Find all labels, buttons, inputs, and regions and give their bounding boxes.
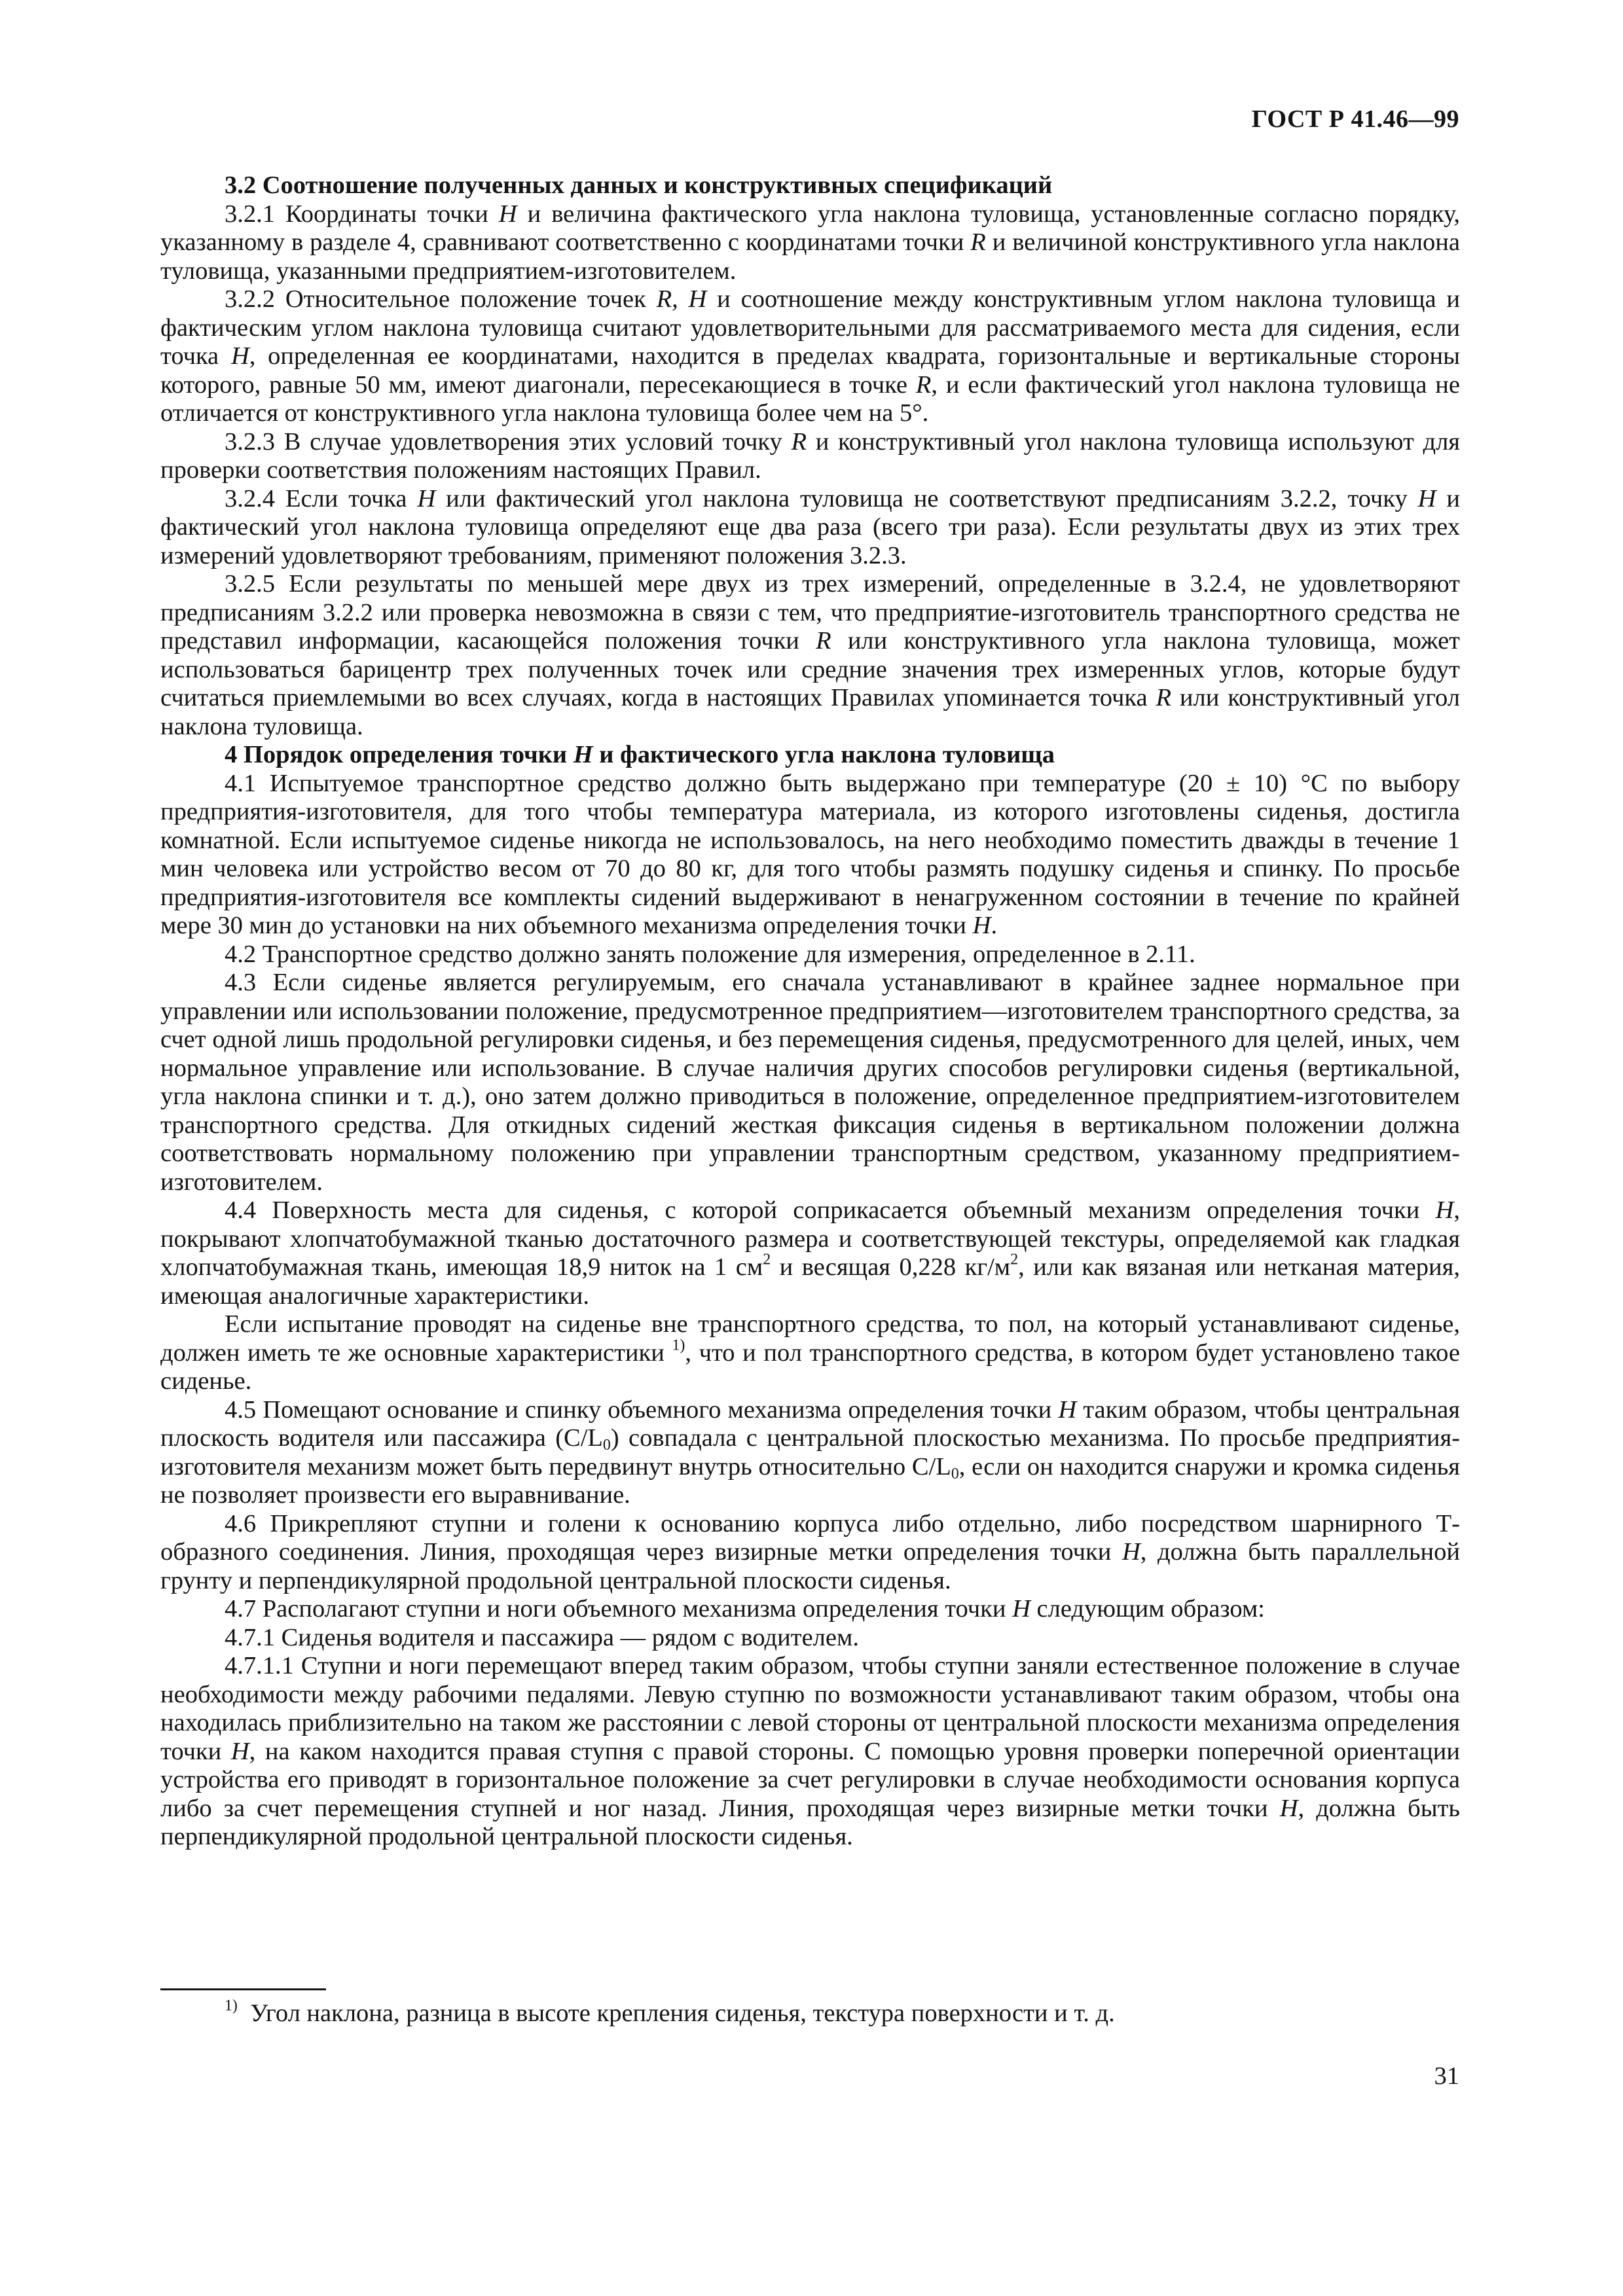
footnote-divider <box>160 1988 326 1990</box>
page-number: 31 <box>1434 2062 1459 2090</box>
footnote-text: Угол наклона, разница в высоте крепления сиденья, текстура поверхности и т. д. <box>250 2000 1115 2027</box>
section-4-heading: 4 Порядок определения точки H и фактического угла наклона туловища <box>225 741 1055 768</box>
paragraph-4-1: 4.1 Испытуемое транспортное средство должно быть выдержано при температуре (20 ± 10) °С по выбору предприятия-изготовителя, для того чтобы температура материала, из которого изготовлены сиденья, достигла комнатной. Если испытуемое сиденье никогда не использовалось, на него необходимо поместить дважды в течение 1 мин человека или устройство весом от 70 до 80 кг, для того чтобы размять подушку сиденья и спинку. По просьбе предприятия-изготовителя все комплекты сидений выдерживают в ненагруженном состоянии в течение по крайней мере 30 мин до установки на них объемного механизма определения точки H. <box>160 769 1460 939</box>
paragraph-4-4: 4.4 Поверхность места для сиденья, с которой соприкасается объемный механизм определения точки H, покрывают хлопчатобумажной тканью достаточного размера и соответствующей текстуры, определяемой как гладкая хлопчатобумажная ткань, имеющая 18,9 ниток на 1 $см^2$ и весящая 0,228 $кг/м^2$, или как вязаная или нетканая материя, имеющая аналогичные характеристики. <box>160 1196 1460 1310</box>
paragraph-4-2: 4.2 Транспортное средство должно занять положение для измерения, определенное в 2.11. <box>225 940 1195 968</box>
paragraph-4-7-1: 4.7.1 Сиденья водителя и пассажира — рядом с водителем. <box>225 1623 859 1651</box>
paragraph-4-4-continued: Если испытание проводят на сиденье вне транспортного средства, то пол, на который устанавливают сиденье, должен иметь те же основные характеристики $^{1)}$, что и пол транспортного средства, в котором будет установлено такое сиденье. <box>160 1310 1460 1395</box>
paragraph-3-2-3: 3.2.3 В случае удовлетворения этих условий точку R и конструктивный угол наклона туловища используют для проверки соответствия положениям настоящих Правил. <box>160 427 1460 484</box>
paragraph-3-2-5: 3.2.5 Если результаты по меньшей мере двух из трех измерений, определенные в 3.2.4, не удовлетворяют предписаниям 3.2.2 или проверка невозможна в связи с тем, что предприятие-изготовитель транспортного средства не представил информации, касающейся положения точки R или конструктивного угла наклона туловища, может использоваться барицентр трех полученных точек или средние значения трех измеренных углов, которые будут считаться приемлемыми во всех случаях, когда в настоящих Правилах упоминается точка R или конструктивный угол наклона туловища. <box>160 570 1460 740</box>
footnote-mark: 1) <box>225 1997 238 2015</box>
section-3-2-heading: 3.2 Соотношение полученных данных и конструктивных спецификаций <box>225 171 1053 199</box>
paragraph-3-2-4: 3.2.4 Если точка H или фактический угол наклона туловища не соответствуют предписаниям 3.2.2, точку H и фактический угол наклона туловища определяют еще два раза (всего три раза). Если результаты двух из этих трех измерений удовлетворяют требованиям, применяют положения 3.2.3. <box>160 484 1460 569</box>
paragraph-4-7-1-1: 4.7.1.1 Ступни и ноги перемещают вперед таким образом, чтобы ступни заняли естественное положение в случае необходимости между рабочими педалями. Левую ступню по возможности устанавливают таким образом, чтобы она находилась приблизительно на таком же расстоянии с левой стороны от центральной плоскости механизма определения точки H, на каком находится правая ступня с правой стороны. С помощью уровня проверки поперечной ориентации устройства его приводят в горизонтальное положение за счет регулировки в случае необходимости основания корпуса либо за счет перемещения ступней и ног назад. Линия, проходящая через визирные метки точки H, должна быть перпендикулярной продольной центральной плоскости сиденья. <box>160 1652 1460 1850</box>
paragraph-4-5: 4.5 Помещают основание и спинку объемного механизма определения точки H таким образом, чтобы центральная плоскость водителя или пассажира $(C/L_0)$ совпадала с центральной плоскостью механизма. По просьбе предприятия-изготовителя механизм может быть передвинут внутрь относительно $C/L_0$, если он находится снаружи и кромка сиденья не позволяет произвести его выравнивание. <box>160 1395 1461 1509</box>
paragraph-3-2-2: 3.2.2 Относительное положение точек R, H и соотношение между конструктивным углом наклона туловища и фактическим углом наклона туловища считают удовлетворительными для рассматриваемого места для сидения, если точка H, определенная ее координатами, находится в пределах квадрата, горизонтальные и вертикальные стороны которого, равные 50 мм, имеют диагонали, пересекающиеся в точке R, и если фактический угол наклона туловища не отличается от конструктивного угла наклона туловища более чем на 5°. <box>160 285 1461 427</box>
footnote <box>225 1997 1115 2028</box>
paragraph-4-6: 4.6 Прикрепляют ступни и голени к основанию корпуса либо отдельно, либо посредством шарнирного Т-образного соединения. Линия, проходящая через визирные метки определения точки H, должна быть параллельной грунту и перпендикулярной продольной центральной плоскости сиденья. <box>160 1509 1460 1594</box>
paragraph-3-2-1: 3.2.1 Координаты точки H и величина фактического угла наклона туловища, установленные согласно порядку, указанному в разделе 4, сравнивают соответственно с координатами точки R и величиной конструктивного угла наклона туловища, указанными предприятием-изготовителем. <box>160 200 1460 285</box>
document-standard-id: ГОСТ Р 41.46—99 <box>1251 105 1459 133</box>
paragraph-4-7: 4.7 Располагают ступни и ноги объемного механизма определения точки H следующим образом: <box>225 1595 1265 1623</box>
document-body <box>160 171 1460 1852</box>
paragraph-4-3: 4.3 Если сиденье является регулируемым, его сначала устанавливают в крайнее заднее нормальное при управлении или использовании положение, предусмотренное предприятием—изготовителем транспортного средства, за счет одной лишь продольной регулировки сиденья, и без перемещения сиденья, предусмотренного для целей, иных, чем нормальное управление или использование. В случае наличия других способов регулировки сиденья (вертикальной, угла наклона спинки и т. д.), оно затем должно приводиться в положение, определенное предприятием-изготовителем транспортного средства. Для откидных сидений жесткая фиксация сиденья в вертикальном положении должна соответствовать нормальному положению при управлении транспортным средством, указанному предприятием-изготовителем. <box>160 969 1460 1196</box>
footnote-reference: 1) <box>672 1336 685 1354</box>
